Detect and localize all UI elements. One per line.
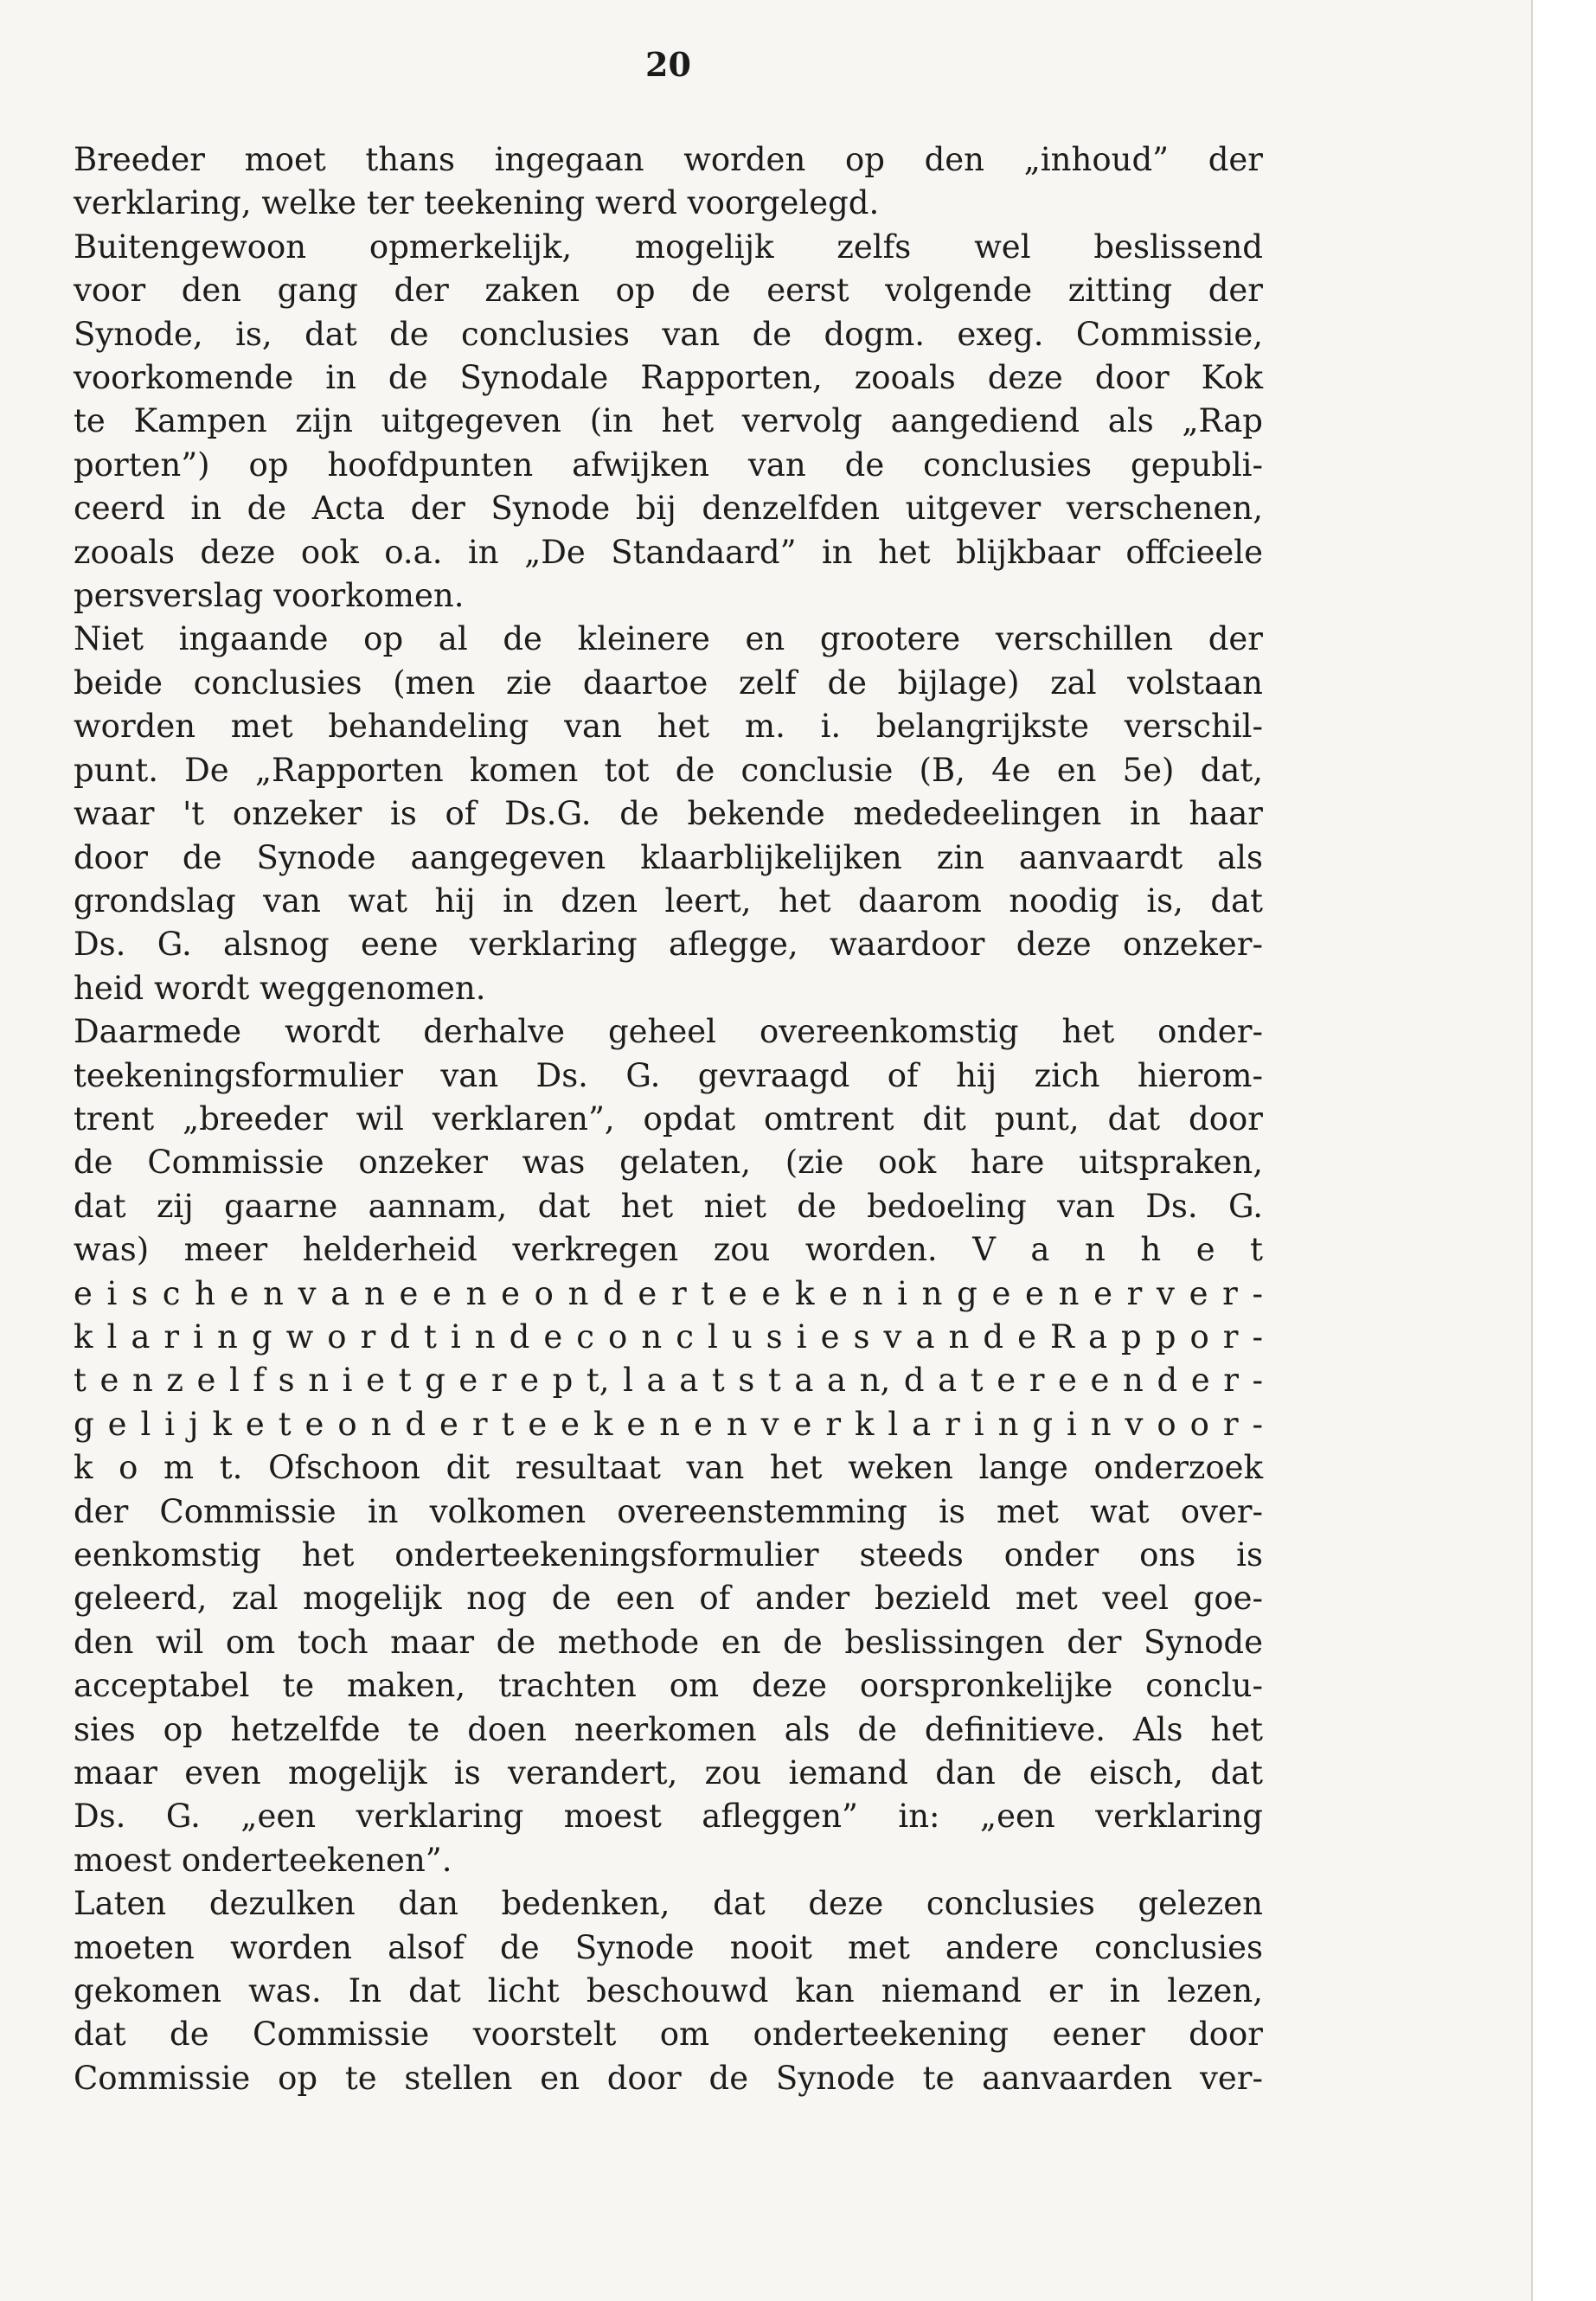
text-line: acceptabel te maken, trachten om deze oorspronkelijke conclu-	[74, 1667, 1263, 1705]
text-line: Synode, is, dat de conclusies van de dogm. exeg. Commissie,	[74, 315, 1263, 353]
text-line: Ds. G. „een verklaring moest afleggen” in: „een verklaring	[74, 1798, 1263, 1836]
text-line: trent „breeder wil verklaren”, opdat omtrent dit punt, dat door	[74, 1099, 1263, 1138]
text-line: porten”) op hoofdpunten afwijken van de conclusies gepubli-	[74, 445, 1263, 484]
text-line: eenkomstig het onderteekeningsformulier steeds onder ons is	[74, 1536, 1263, 1574]
text-line: geleerd, zal mogelijk nog de een of ander bezield met veel goe-	[74, 1580, 1263, 1618]
text-line: g e l i j k e t e o n d e r t e e k e n e n v e r k l a r i n g i n v o o r -	[74, 1405, 1263, 1443]
text-line: maar even mogelijk is verandert, zou iemand dan de eisch, dat	[74, 1754, 1263, 1792]
text-line: Daarmede wordt derhalve geheel overeenkomstig het onder-	[74, 1013, 1263, 1051]
text-line: k o m t. Ofschoon dit resultaat van het weken lange onderzoek	[74, 1449, 1263, 1487]
text-line: moeten worden alsof de Synode nooit met andere conclusies	[74, 1928, 1263, 1966]
text-line: Ds. G. alsnog eene verklaring aflegge, waardoor deze onzeker-	[74, 926, 1263, 964]
paragraph-4	[74, 1010, 1263, 1882]
text-line: den wil om toch maar de methode en de beslissingen der Synode	[74, 1623, 1263, 1661]
text-line: Niet ingaande op al de kleinere en grootere verschillen der	[74, 620, 1263, 658]
text-line: moest onderteekenen”.	[74, 1841, 452, 1879]
text-line: zooals deze ook o.a. in „De Standaard” in het blijkbaar offcieele	[74, 533, 1263, 571]
text-line: ceerd in de Acta der Synode bij denzelfden uitgever verschenen,	[74, 490, 1263, 528]
text-line: voorkomende in de Synodale Rapporten, zooals deze door Kok	[74, 359, 1263, 397]
text-line: t e n z e l f s n i e t g e r e p t, l a a t s t a a n, d a t e r e e n d e r -	[74, 1362, 1263, 1400]
paragraph-5	[74, 1882, 1263, 2100]
text-line: waar 't onzeker is of Ds.G. de bekende mededeelingen in haar	[74, 795, 1263, 833]
paragraph-1	[74, 138, 1263, 226]
text-line: te Kampen zijn uitgegeven (in het vervolg aangediend als „Rap	[74, 402, 1263, 440]
text-line: door de Synode aangegeven klaarblijkelijken zin aanvaardt als	[74, 838, 1263, 876]
text-line: dat de Commissie voorstelt om onderteekening eener door	[74, 2016, 1263, 2054]
text-line: Commissie op te stellen en door de Synode te aanvaarden ver-	[74, 2059, 1263, 2097]
text-line: de Commissie onzeker was gelaten, (zie ook hare uitspraken,	[74, 1144, 1263, 1182]
text-line: punt. De „Rapporten komen tot de conclusie (B, 4e en 5e) dat,	[74, 751, 1263, 789]
text-line: dat zij gaarne aannam, dat het niet de bedoeling van Ds. G.	[74, 1187, 1263, 1225]
text-line: worden met behandeling van het m. i. belangrijkste verschil-	[74, 708, 1263, 746]
text-line: grondslag van wat hij in dzen leert, het daarom noodig is, dat	[74, 881, 1263, 920]
text-line: Laten dezulken dan bedenken, dat deze conclusies gelezen	[74, 1885, 1263, 1923]
text-line: Breeder moet thans ingegaan worden op den „inhoud” der	[74, 141, 1263, 178]
text-line: teekeningsformulier van Ds. G. gevraagd of hij zich hierom-	[74, 1056, 1263, 1094]
text-line: sies op hetzelfde te doen neerkomen als de definitieve. Als het	[74, 1710, 1263, 1748]
text-line: gekomen was. In dat licht beschouwd kan niemand er in lezen,	[74, 1972, 1263, 2010]
paragraph-3	[74, 618, 1263, 1010]
paragraph-2	[74, 226, 1263, 619]
text-line: e i s c h e n v a n e e n e o n d e r t e e k e n i n g e e n e r v e r -	[74, 1274, 1263, 1312]
text-line: persverslag voorkomen.	[74, 577, 465, 615]
text-line: beide conclusies (men zie daartoe zelf de bijlage) zal volstaan	[74, 663, 1263, 702]
page-edge	[1531, 0, 1596, 2301]
text-line: Buitengewoon opmerkelijk, mogelijk zelfs wel beslissend	[74, 228, 1263, 266]
text-line: voor den gang der zaken op de eerst volgende zitting der	[74, 272, 1263, 310]
text-line: verklaring, welke ter teekening werd voorgelegd.	[74, 184, 880, 222]
text-line: k l a r i n g w o r d t i n d e c o n c l u s i e s v a n d e R a p p o r -	[74, 1317, 1263, 1356]
text-line: heid wordt weggenomen.	[74, 969, 486, 1007]
body-text	[74, 138, 1263, 2100]
text-line: was) meer helderheid verkregen zou worden. V a n h e t	[74, 1231, 1263, 1269]
page-number: 20	[645, 45, 691, 84]
text-line: der Commissie in volkomen overeenstemming is met wat over-	[74, 1492, 1263, 1530]
